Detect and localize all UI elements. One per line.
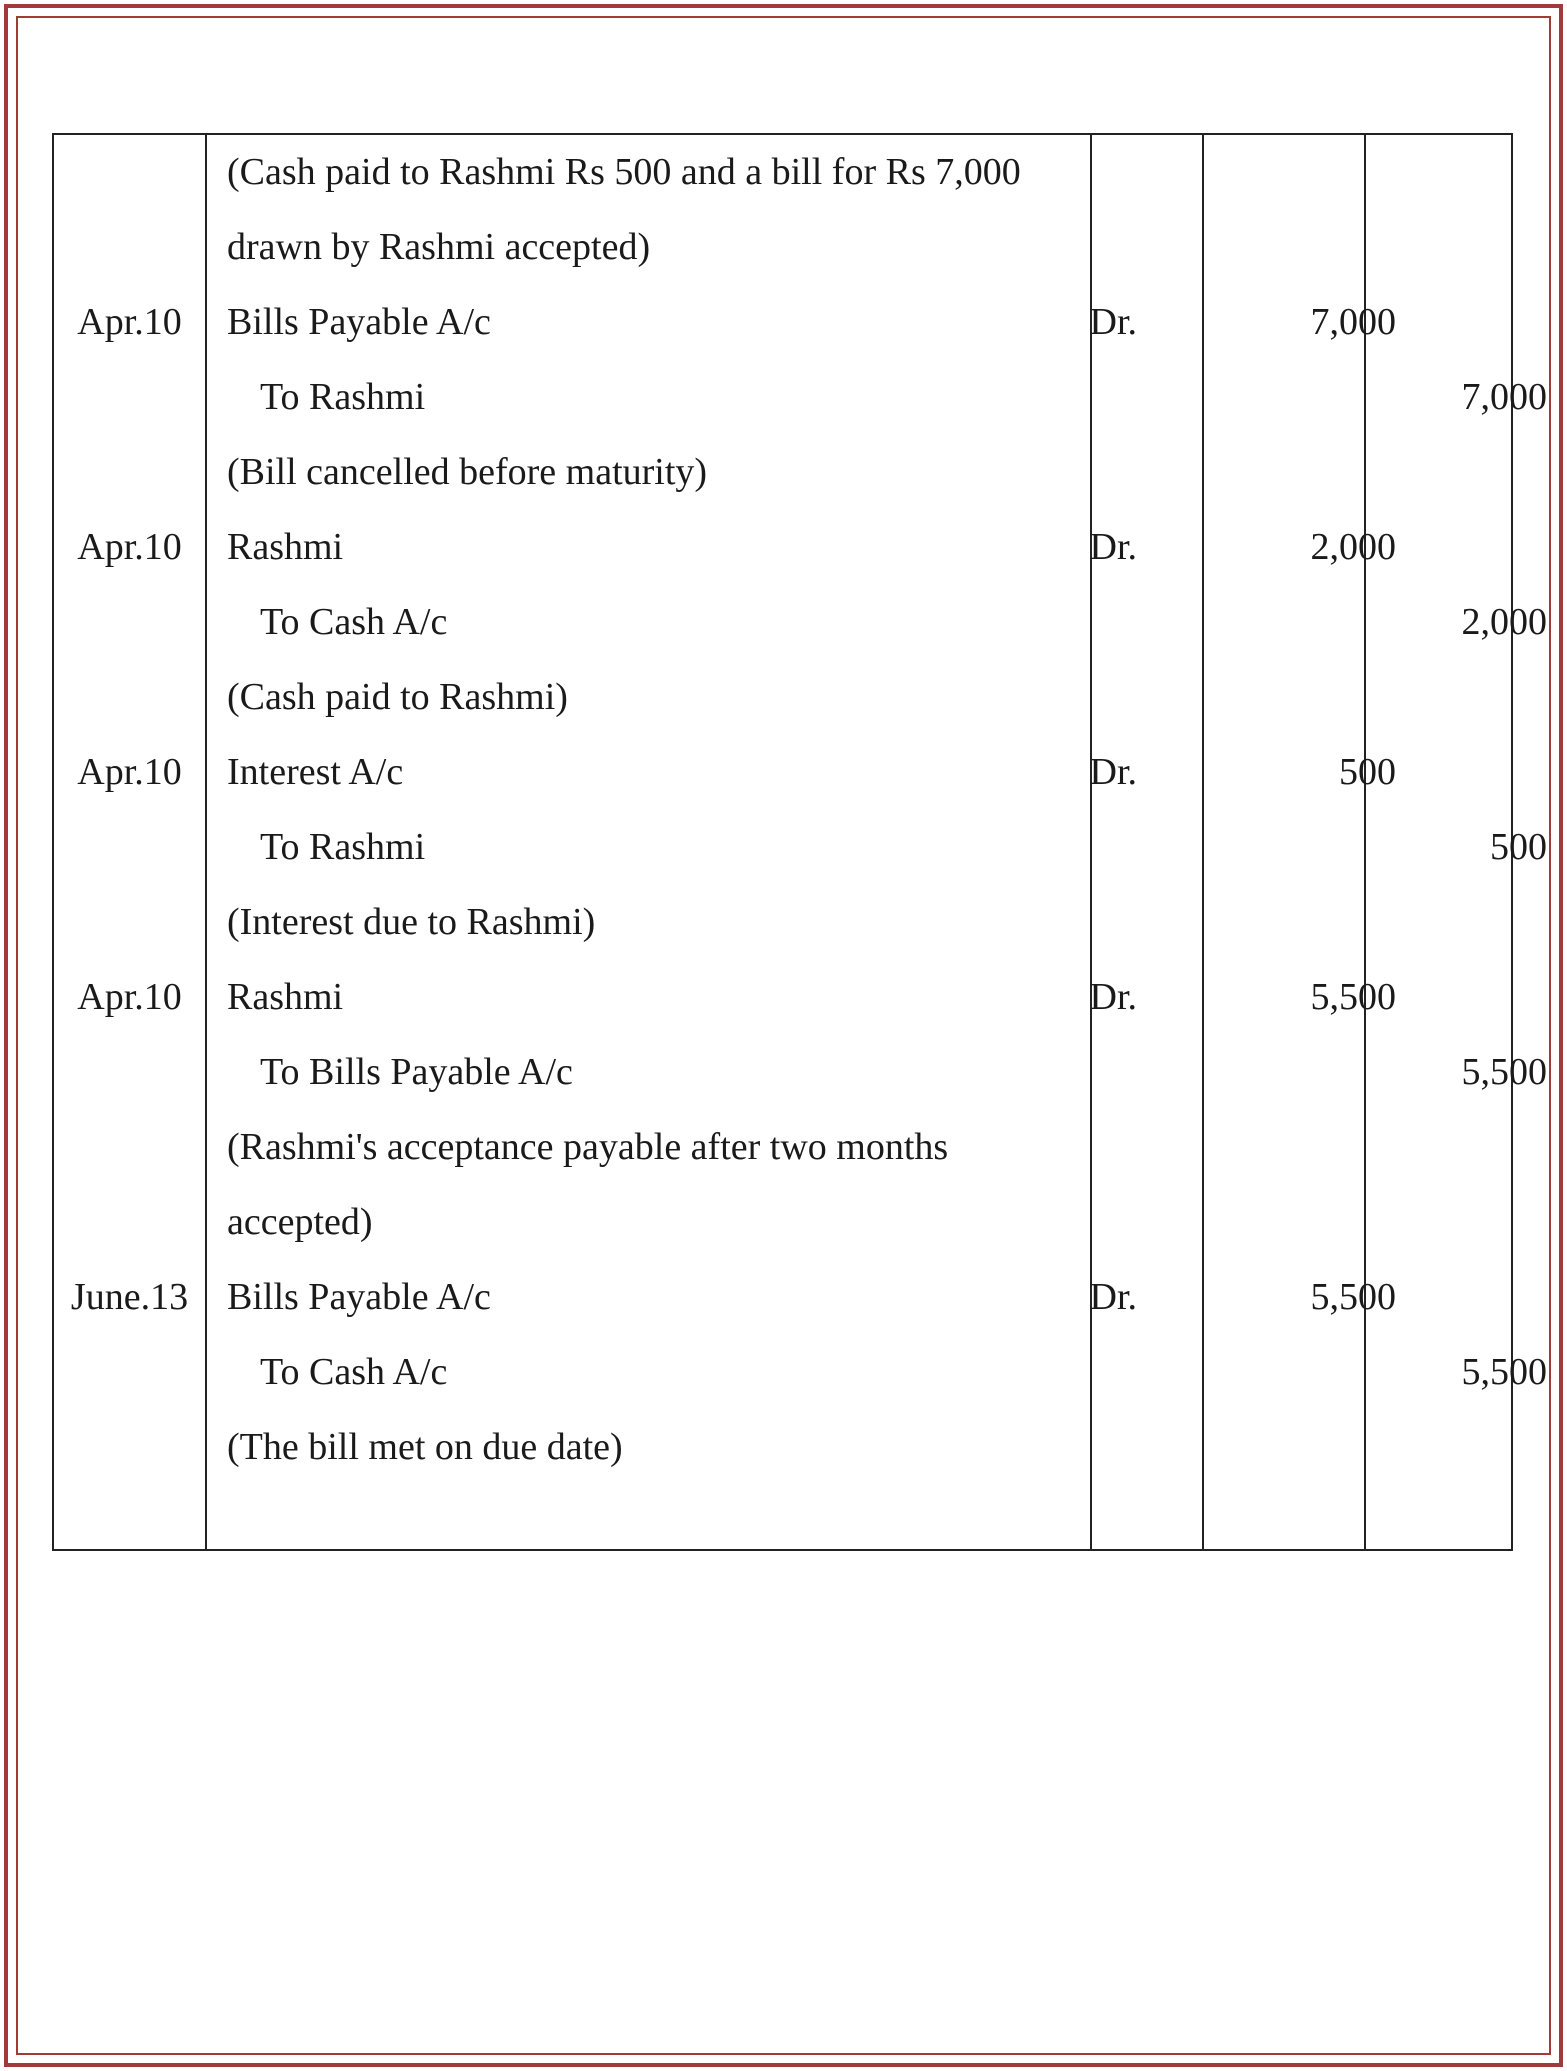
particulars-text: To Cash A/c <box>260 601 448 643</box>
particulars-text: accepted) <box>227 1201 373 1243</box>
particulars-text: drawn by Rashmi accepted) <box>227 226 651 268</box>
debit-amount: 5,500 <box>1310 1276 1396 1318</box>
credit-amount: 2,000 <box>1461 601 1547 643</box>
journal-line <box>54 1035 1547 1110</box>
journal-line <box>54 1185 1511 1260</box>
journal-line <box>54 135 1511 210</box>
particulars-text: (Bill cancelled before maturity) <box>227 451 708 493</box>
dr-marker: Dr. <box>1089 526 1137 568</box>
particulars-text: Rashmi <box>227 526 344 568</box>
journal-line <box>54 735 1511 810</box>
entry-date: Apr.10 <box>77 976 182 1018</box>
journal-line <box>54 1260 1511 1335</box>
journal-line <box>54 960 1511 1035</box>
debit-amount: 500 <box>1339 751 1396 793</box>
journal-line <box>54 585 1547 660</box>
particulars-text: To Rashmi <box>260 376 426 418</box>
journal-line <box>54 510 1511 585</box>
credit-amount: 5,500 <box>1461 1051 1547 1093</box>
journal-line <box>54 660 1511 735</box>
journal-table <box>52 133 1547 1551</box>
debit-amount: 2,000 <box>1310 526 1396 568</box>
particulars-text: (Cash paid to Rashmi) <box>227 676 568 718</box>
entry-date: Apr.10 <box>77 751 182 793</box>
journal-line <box>54 885 1511 960</box>
entry-date: Apr.10 <box>77 526 182 568</box>
journal-line <box>54 1335 1547 1410</box>
particulars-text: To Bills Payable A/c <box>260 1051 573 1093</box>
particulars-text: (Interest due to Rashmi) <box>227 901 596 943</box>
entry-date: Apr.10 <box>77 301 182 343</box>
particulars-text: Rashmi <box>227 976 344 1018</box>
credit-amount: 7,000 <box>1461 376 1547 418</box>
dr-marker: Dr. <box>1089 976 1137 1018</box>
debit-amount: 5,500 <box>1310 976 1396 1018</box>
particulars-text: (The bill met on due date) <box>227 1426 623 1468</box>
particulars-text: Bills Payable A/c <box>227 1276 491 1318</box>
journal-line <box>54 1110 1511 1185</box>
particulars-text: (Cash paid to Rashmi Rs 500 and a bill for Rs 7,000 <box>227 151 1021 193</box>
journal-line <box>54 1410 1511 1485</box>
journal-line <box>54 210 1511 285</box>
particulars-text: Bills Payable A/c <box>227 301 491 343</box>
debit-amount: 7,000 <box>1310 301 1396 343</box>
journal-line <box>54 285 1511 360</box>
entry-date: June.13 <box>70 1276 189 1318</box>
credit-amount: 500 <box>1490 826 1547 868</box>
particulars-text: To Cash A/c <box>260 1351 448 1393</box>
dr-marker: Dr. <box>1089 751 1137 793</box>
dr-marker: Dr. <box>1089 1276 1137 1318</box>
particulars-text: (Rashmi's acceptance payable after two months <box>227 1126 949 1168</box>
journal-line <box>54 435 1511 510</box>
credit-amount: 5,500 <box>1461 1351 1547 1393</box>
particulars-text: To Rashmi <box>260 826 426 868</box>
journal-line <box>54 810 1547 885</box>
journal-line <box>54 360 1547 435</box>
particulars-text: Interest A/c <box>227 751 404 793</box>
dr-marker: Dr. <box>1089 301 1137 343</box>
